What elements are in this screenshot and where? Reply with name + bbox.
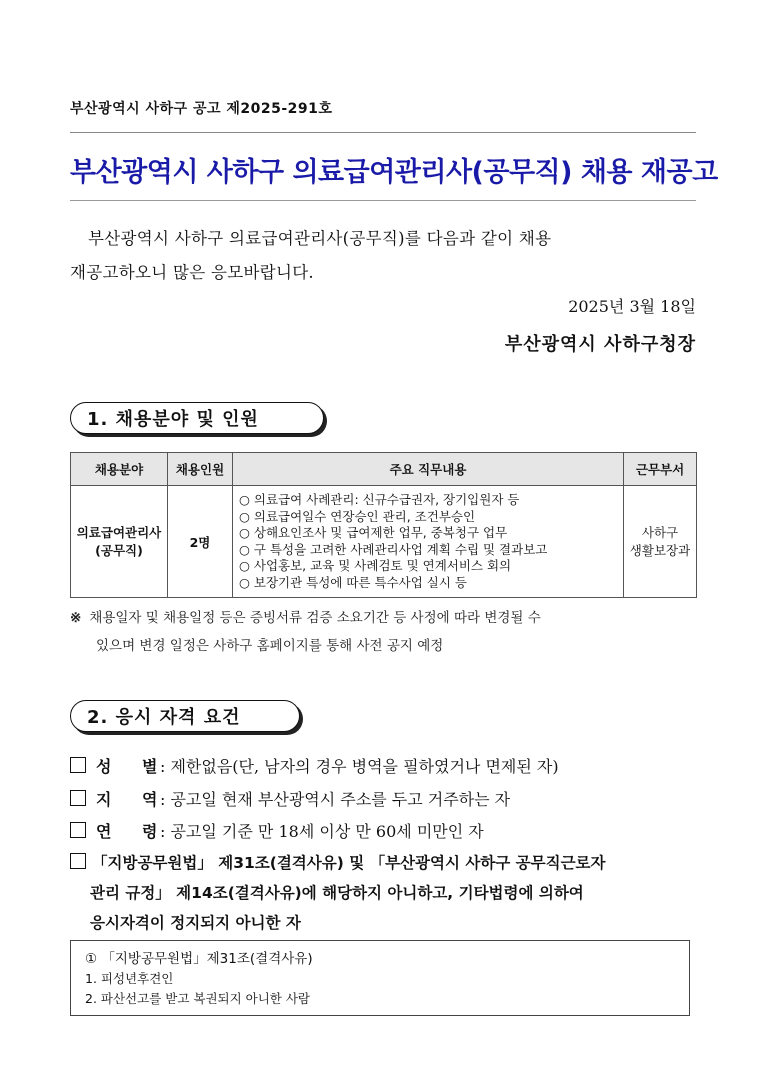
label-char-b: 역 xyxy=(142,790,158,809)
label-char-a: 연 xyxy=(96,822,112,841)
cell-duties xyxy=(233,486,624,598)
page-title: 부산광역시 사하구 의료급여관리사(공무직) 채용 재공고 xyxy=(70,157,718,188)
table-row xyxy=(71,486,697,598)
cell-count: 2명 xyxy=(168,486,233,598)
label-char-b: 령 xyxy=(142,822,158,841)
note-line-2: 있으며 변경 일정은 사하구 홈페이지를 통해 사전 공지 예정 xyxy=(96,638,444,654)
checkbox-icon xyxy=(70,757,86,773)
duty-item: ○ 의료급여 사례관리: 신규수급권자, 장기입원자 등 xyxy=(239,492,520,507)
note-line-1: 채용일자 및 채용일정 등은 증빙서류 검증 소요기간 등 사정에 따라 변경될 수 xyxy=(89,610,541,626)
requirement-label xyxy=(96,754,160,777)
requirement-text: : 공고일 현재 부산광역시 주소를 두고 거주하는 자 xyxy=(160,790,511,809)
requirement-text: : 공고일 기준 만 18세 이상 만 60세 미만인 자 xyxy=(160,822,484,841)
header-field: 채용분야 xyxy=(71,453,168,486)
header-count: 채용인원 xyxy=(168,453,233,486)
disq-line-1: 「지방공무원법」 제31조(결격사유) 및 「부산광역시 사하구 공무직근로자 xyxy=(92,854,606,872)
issuer: 부산광역시 사하구청장 xyxy=(504,334,696,355)
requirement-label xyxy=(96,819,160,842)
box-title: ① 「지방공무원법」제31조(결격사유) xyxy=(85,951,313,967)
field-line-2: (공무직) xyxy=(95,542,143,558)
requirement-region xyxy=(70,787,698,810)
recruitment-table xyxy=(70,452,697,598)
requirement-disqualification xyxy=(70,848,698,938)
label-char-a: 성 xyxy=(96,757,112,776)
top-divider xyxy=(70,132,696,133)
cell-field xyxy=(71,486,168,598)
title-divider xyxy=(70,200,696,201)
requirement-label xyxy=(96,787,160,810)
requirement-text: : 제한없음(단, 남자의 경우 병역을 필하였거나 면제된 자) xyxy=(160,757,559,776)
intro-line-1: 부산광역시 사하구 의료급여관리사(공무직)를 다음과 같이 채용 xyxy=(88,229,552,248)
disq-line-3: 응시자격이 정지되지 아니한 자 xyxy=(90,914,301,932)
section-1-label: 1. 채용분야 및 인원 xyxy=(70,402,324,434)
table-header-row xyxy=(71,453,697,486)
header-duties: 주요 직무내용 xyxy=(233,453,624,486)
label-char-b: 별 xyxy=(142,757,158,776)
cell-dept xyxy=(624,486,697,598)
note-mark: ※ xyxy=(70,610,82,626)
duty-item: ○ 구 특성을 고려한 사례관리사업 계획 수립 및 결과보고 xyxy=(239,541,548,557)
duty-item: ○ 상해요인조사 및 급여제한 업무, 중복청구 업무 xyxy=(239,525,508,540)
section-2-label: 2. 응시 자격 요건 xyxy=(70,700,300,732)
disqualification-box xyxy=(70,940,690,1016)
checkbox-icon xyxy=(70,790,86,806)
field-line-1: 의료급여관리사 xyxy=(76,524,162,540)
notice-number: 부산광역시 사하구 공고 제2025-291호 xyxy=(70,101,333,117)
section-1-heading xyxy=(70,402,697,436)
disq-line-2: 관리 규정」 제14조(결격사유)에 해당하지 아니하고, 기타법령에 의하여 xyxy=(90,884,584,902)
schedule-note xyxy=(70,604,698,660)
notice-date: 2025년 3월 18일 xyxy=(568,297,696,316)
label-char-a: 지 xyxy=(96,790,112,809)
duty-item: ○ 사업홍보, 교육 및 사례검토 및 연계서비스 회의 xyxy=(239,558,512,573)
section-2-heading xyxy=(70,700,697,734)
intro-line-2: 재공고하오니 많은 응모바랍니다. xyxy=(70,263,314,282)
box-line-1: 1. 피성년후견인 xyxy=(85,971,174,986)
dept-line-1: 사하구 xyxy=(641,524,679,540)
box-line-2: 2. 파산선고를 받고 복권되지 아니한 사람 xyxy=(85,991,310,1006)
duty-item: ○ 의료급여일수 연장승인 관리, 조건부승인 xyxy=(239,508,476,524)
header-dept: 근무부서 xyxy=(624,453,697,486)
dept-line-2: 생활보장과 xyxy=(629,542,691,558)
requirement-gender xyxy=(70,754,698,777)
checkbox-icon xyxy=(70,853,86,869)
requirement-age xyxy=(70,819,698,842)
duty-item: ○ 보장기관 특성에 따른 특수사업 실시 등 xyxy=(239,574,467,590)
intro-paragraph xyxy=(70,222,696,290)
checkbox-icon xyxy=(70,822,86,838)
